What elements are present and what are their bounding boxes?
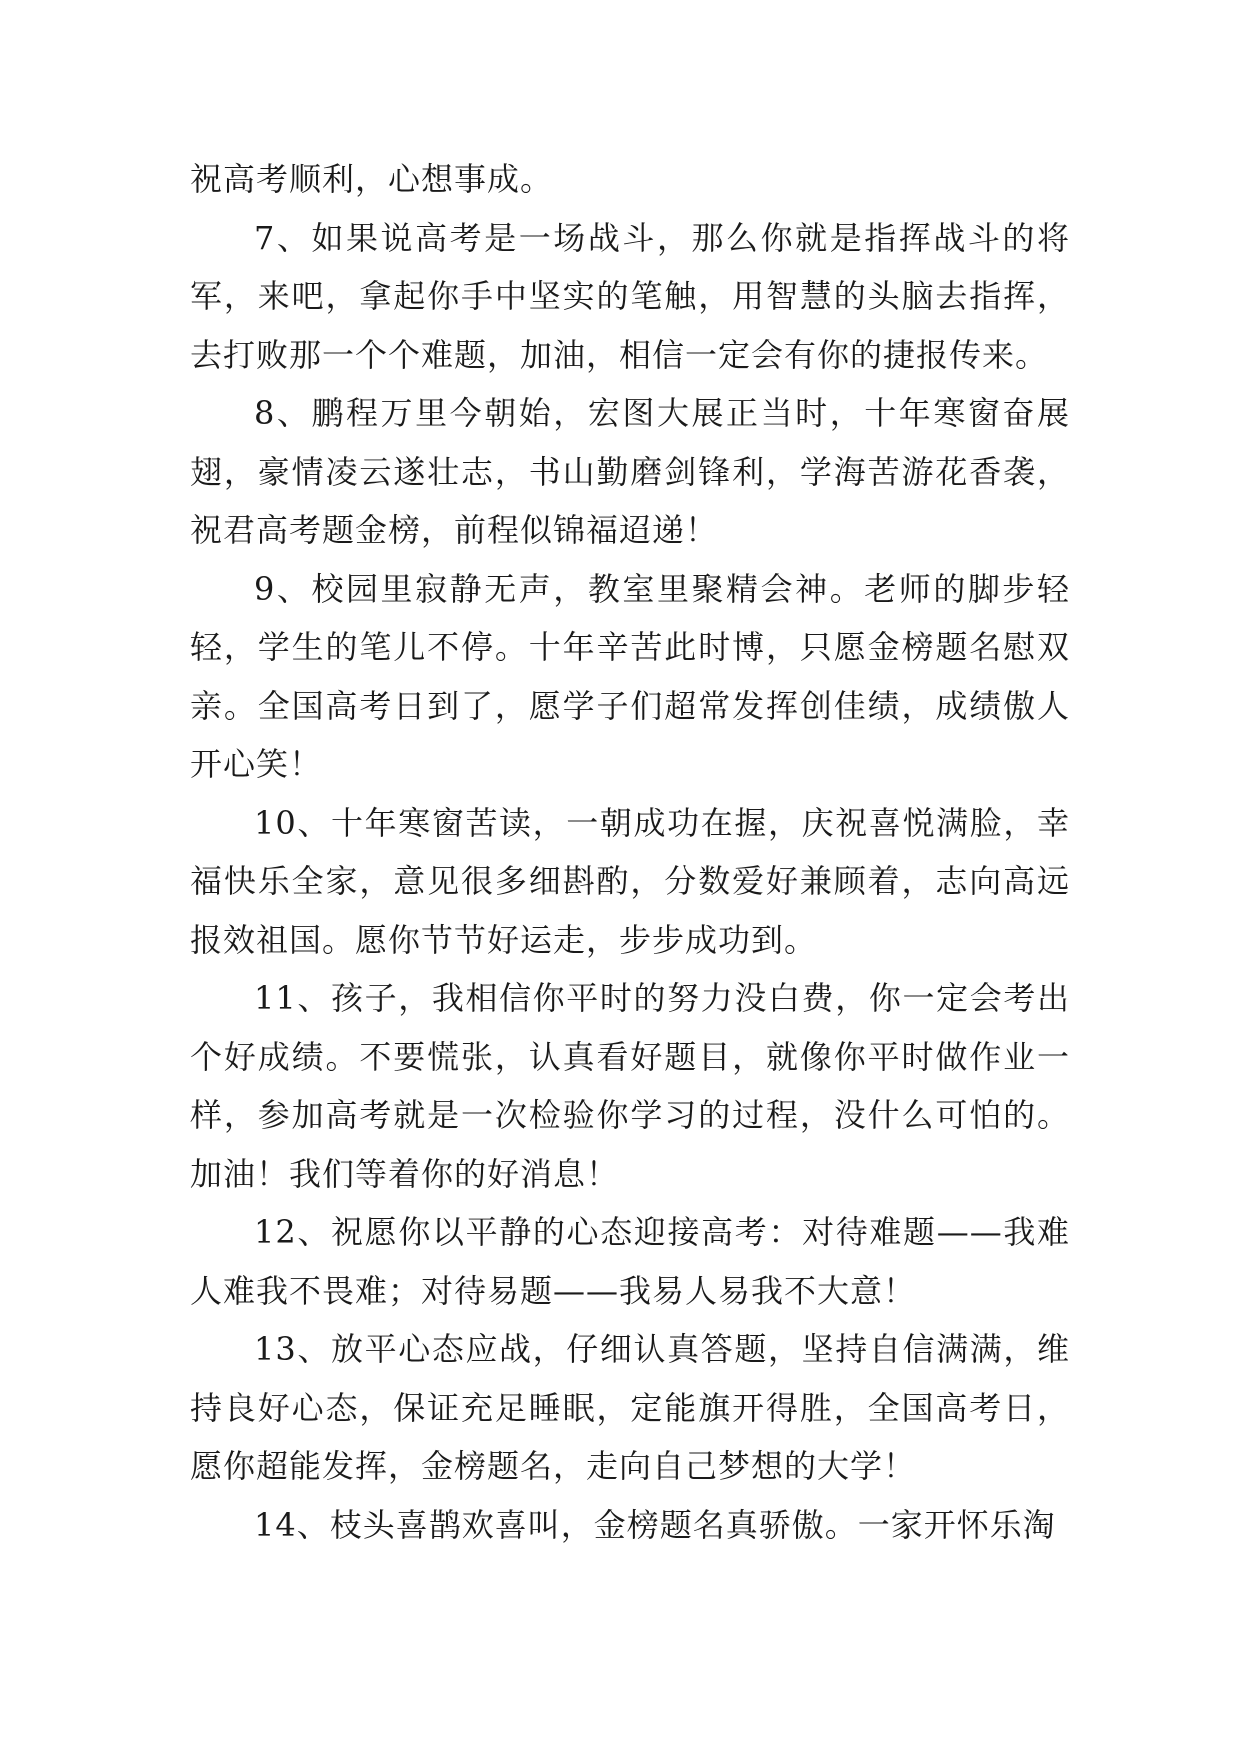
paragraph-item-10: 10、十年寒窗苦读，一朝成功在握，庆祝喜悦满脸，幸福快乐全家，意见很多细斟酌，分数爱好兼顾着，志向高远报效祖国。愿你节节好运走，步步成功到。 — [190, 803, 1070, 959]
paragraph-item-14: 14、枝头喜鹊欢喜叫，金榜题名真骄傲。一家开怀乐淘 — [254, 1505, 1056, 1544]
paragraph-item-12: 12、祝愿你以平静的心态迎接高考：对待难题——我难人难我不畏难；对待易题——我易人易我不大意！ — [190, 1213, 1070, 1310]
paragraph-item-13: 13、放平心态应战，仔细认真答题，坚持自信满满，维持良好心态，保证充足睡眠，定能旗开得胜，全国高考日，愿你超能发挥，金榜题名，走向自己梦想的大学！ — [190, 1330, 1070, 1485]
paragraph-item-11: 11、孩子，我相信你平时的努力没白费，你一定会考出个好成绩。不要慌张，认真看好题目，就像你平时做作业一样，参加高考就是一次检验你学习的过程，没什么可怕的。加油！我们等着你的好消息！ — [190, 979, 1070, 1193]
paragraph-item-7: 7、如果说高考是一场战斗，那么你就是指挥战斗的将军，来吧，拿起你手中坚实的笔触，用智慧的头脑去指挥，去打败那一个个难题，加油，相信一定会有你的捷报传来。 — [190, 218, 1070, 374]
document-page — [190, 150, 1070, 1554]
paragraph-continuation: 祝高考顺利，心想事成。 — [190, 160, 554, 198]
paragraph-item-8: 8、鹏程万里今朝始，宏图大展正当时，十年寒窗奋展翅，豪情凌云遂壮志，书山勤磨剑锋利，学海苦游花香袭，祝君高考题金榜，前程似锦福迢递！ — [190, 394, 1070, 549]
paragraph-item-9: 9、校园里寂静无声，教室里聚精会神。老师的脚步轻轻，学生的笔儿不停。十年辛苦此时博，只愿金榜题名慰双亲。全国高考日到了，愿学子们超常发挥创佳绩，成绩傲人开心笑！ — [190, 569, 1070, 783]
